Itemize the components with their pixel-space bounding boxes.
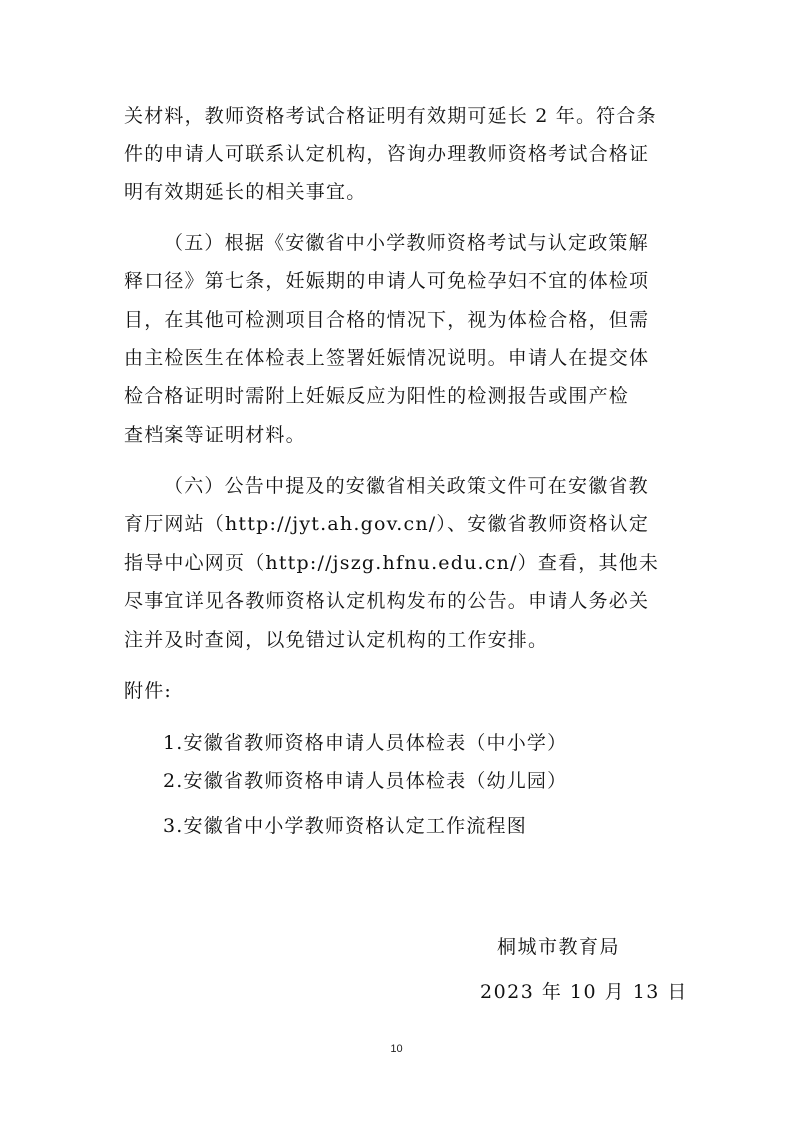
page-number: 10 [390, 1043, 403, 1055]
attachment-item: 1.安徽省教师资格申请人员体检表（中小学） [163, 732, 568, 754]
paragraph-line: 育厅网站（http://jyt.ah.gov.cn/）、安徽省教师资格认定 [124, 513, 650, 535]
paragraph-line: （五）根据《安徽省中小学教师资格考试与认定政策解 [164, 232, 649, 254]
paragraph-line: 查档案等证明材料。 [124, 424, 306, 446]
issuing-organization: 桐城市教育局 [497, 936, 621, 958]
paragraph-line: 明有效期延长的相关事宜。 [124, 181, 367, 203]
paragraph-line: （六）公告中提及的安徽省相关政策文件可在安徽省教 [164, 475, 649, 497]
paragraph-line: 检合格证明时需附上妊娠反应为阳性的检测报告或围产检 [124, 385, 630, 407]
paragraph-line: 关材料，教师资格考试合格证明有效期可延长 2 年。符合条 [124, 105, 657, 127]
attachment-item: 3.安徽省中小学教师资格认定工作流程图 [163, 815, 527, 837]
issue-date: 2023 年 10 月 13 日 [480, 981, 688, 1003]
attachment-item: 2.安徽省教师资格申请人员体检表（幼儿园） [163, 770, 568, 792]
paragraph-line: 尽事宜详见各教师资格认定机构发布的公告。申请人务必关 [124, 590, 650, 612]
paragraph-line: 件的申请人可联系认定机构，咨询办理教师资格考试合格证 [124, 143, 650, 165]
attachments-heading: 附件: [124, 680, 173, 702]
paragraph-line: 释口径》第七条，妊娠期的申请人可免检孕妇不宜的体检项 [124, 270, 650, 292]
paragraph-line: 目，在其他可检测项目合格的情况下，视为体检合格，但需 [124, 309, 650, 331]
paragraph-line: 由主检医生在体检表上签署妊娠情况说明。申请人在提交体 [124, 347, 650, 369]
paragraph-line: 注并及时查阅，以免错过认定机构的工作安排。 [124, 629, 549, 651]
paragraph-line: 指导中心网页（http://jszg.hfnu.edu.cn/）查看，其他未 [124, 552, 660, 574]
